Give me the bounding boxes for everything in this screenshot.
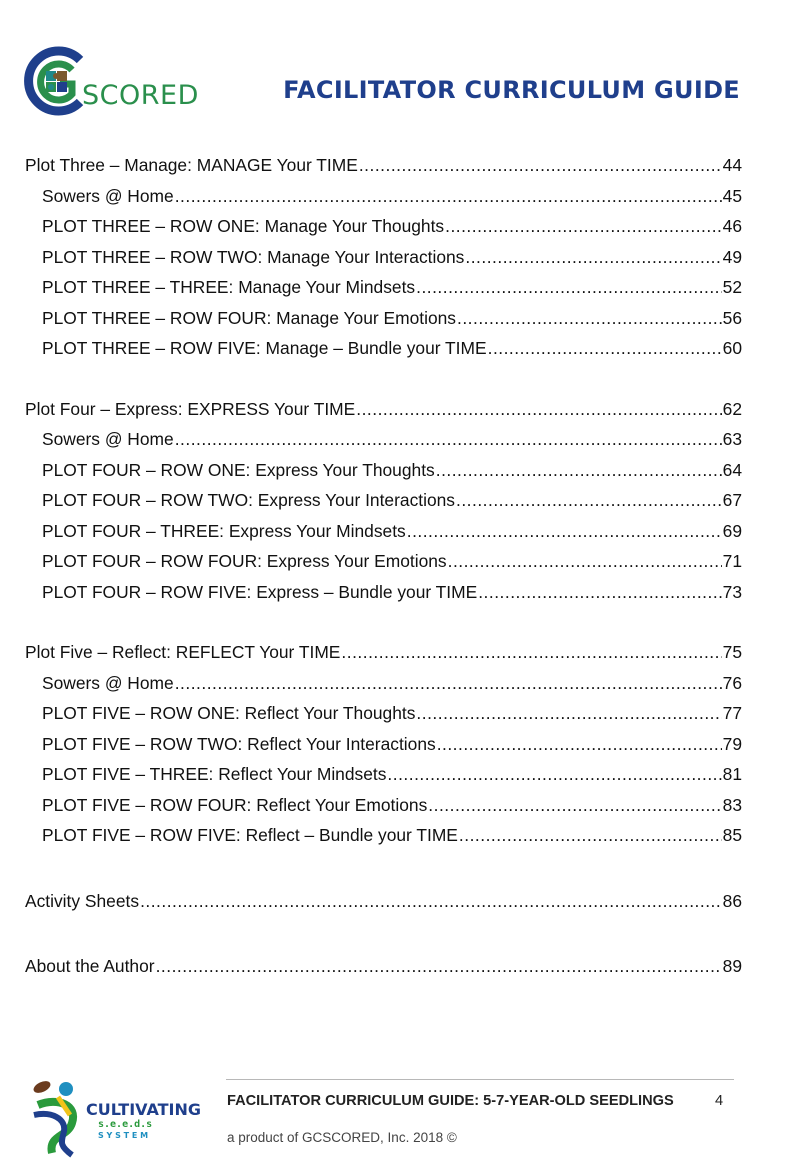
dot-leader xyxy=(341,637,721,667)
logo-text-seeds: s.e.e.d.s xyxy=(98,1119,153,1130)
toc-entry-title: PLOT FOUR – ROW FOUR: Express Your Emotions xyxy=(42,551,447,571)
page-header xyxy=(0,0,800,130)
footer-divider xyxy=(226,1079,734,1080)
toc-entry[interactable] xyxy=(25,698,742,729)
toc-entry[interactable] xyxy=(25,303,742,334)
toc-entry-title: PLOT THREE – ROW TWO: Manage Your Interactions xyxy=(42,246,465,267)
toc-entry-title: PLOT THREE – ROW FOUR: Manage Your Emotions xyxy=(42,307,456,328)
logo-text-cultivating: CULTIVATING xyxy=(86,1100,201,1119)
dot-leader xyxy=(457,303,722,333)
dot-leader xyxy=(140,886,722,916)
gc-puzzle-logo-icon xyxy=(20,44,90,119)
dot-leader xyxy=(356,394,721,424)
toc-entry[interactable] xyxy=(25,455,742,486)
toc-entry[interactable] xyxy=(25,211,742,242)
footer-title: FACILITATOR CURRICULUM GUIDE: 5-7-YEAR-OLD SEEDLINGS xyxy=(227,1093,674,1109)
toc-entry[interactable] xyxy=(25,759,742,790)
toc-entry[interactable] xyxy=(25,181,742,212)
dot-leader xyxy=(387,759,721,789)
toc-page-number: 46 xyxy=(722,216,742,236)
dot-leader xyxy=(465,242,721,272)
toc-entry-title: PLOT FIVE – ROW FOUR: Reflect Your Emotions xyxy=(42,794,428,815)
toc-page-number: 69 xyxy=(722,520,742,541)
page-number: 4 xyxy=(715,1093,724,1109)
toc-page-number: 77 xyxy=(722,703,742,723)
toc-entry[interactable] xyxy=(25,577,742,608)
toc-page-number: 62 xyxy=(722,398,742,419)
toc-page-number: 56 xyxy=(722,307,742,328)
toc-entry-title: Sowers @ Home xyxy=(42,185,174,206)
toc-page-number: 71 xyxy=(722,551,742,571)
toc-page-number: 83 xyxy=(722,794,742,815)
logo-wordmark: SCORED xyxy=(82,80,199,111)
toc-page-number: 63 xyxy=(722,429,742,449)
toc-entry-title: PLOT FOUR – ROW ONE: Express Your Thoughts xyxy=(42,459,435,480)
toc-section-heading[interactable] xyxy=(25,394,742,425)
dot-leader xyxy=(478,577,721,607)
gcscored-logo xyxy=(20,44,220,119)
dot-leader xyxy=(428,790,721,820)
toc-entry-title: Plot Five – Reflect: REFLECT Your TIME xyxy=(25,642,341,662)
logo-text-system: S Y S T E M xyxy=(98,1131,149,1140)
dot-leader xyxy=(416,698,721,728)
toc-entry-title: PLOT THREE – ROW ONE: Manage Your Thoughts xyxy=(42,216,445,236)
dot-leader xyxy=(488,333,722,363)
toc-entry[interactable] xyxy=(25,485,742,516)
toc-entry-title: PLOT FIVE – THREE: Reflect Your Mindsets xyxy=(42,764,387,784)
toc-page-number: 76 xyxy=(722,672,742,693)
dot-leader xyxy=(175,181,722,211)
footer-copyright: a product of GCSCORED, Inc. 2018 © xyxy=(227,1130,457,1145)
toc-entry[interactable] xyxy=(25,790,742,821)
dot-leader xyxy=(456,485,722,515)
toc-entry[interactable] xyxy=(25,333,742,364)
toc-page-number: 79 xyxy=(722,733,742,754)
toc-section-heading[interactable] xyxy=(25,637,742,668)
toc-page-number: 86 xyxy=(722,890,742,911)
toc-entry-title: PLOT FIVE – ROW ONE: Reflect Your Thoughts xyxy=(42,703,416,723)
toc-page-number: 44 xyxy=(722,155,742,175)
dot-leader xyxy=(416,272,722,302)
dot-leader xyxy=(156,951,722,981)
cultivating-seeds-logo xyxy=(28,1075,203,1160)
toc-entry[interactable] xyxy=(25,820,742,851)
toc-section-plot-three xyxy=(25,150,742,364)
toc-entry-title: PLOT FIVE – ROW FIVE: Reflect – Bundle your TIME xyxy=(42,825,458,845)
toc-entry-title: Sowers @ Home xyxy=(42,429,174,449)
toc-page-number: 60 xyxy=(722,338,742,358)
toc-entry-title: Sowers @ Home xyxy=(42,672,174,693)
toc-entry-title: PLOT FOUR – THREE: Express Your Mindsets xyxy=(42,520,406,541)
toc-about-author[interactable] xyxy=(25,951,742,982)
toc-section-plot-five xyxy=(25,637,742,851)
toc-entry-title: PLOT THREE – THREE: Manage Your Mindsets xyxy=(42,277,416,297)
toc-entry[interactable] xyxy=(25,729,742,760)
toc-entry[interactable] xyxy=(25,546,742,577)
toc-entry[interactable] xyxy=(25,272,742,303)
toc-section-heading[interactable] xyxy=(25,150,742,181)
dot-leader xyxy=(175,424,722,454)
toc-entry-title: Activity Sheets xyxy=(25,890,140,911)
dot-leader xyxy=(459,820,722,850)
toc-entry[interactable] xyxy=(25,242,742,273)
toc-entry-title: Plot Three – Manage: MANAGE Your TIME xyxy=(25,155,358,175)
dot-leader xyxy=(407,516,722,546)
table-of-contents xyxy=(25,150,742,982)
toc-section-plot-four xyxy=(25,394,742,608)
section-spacer xyxy=(25,364,742,394)
dot-leader xyxy=(448,546,722,576)
document-title: FACILITATOR CURRICULUM GUIDE xyxy=(283,76,740,104)
toc-entry[interactable] xyxy=(25,516,742,547)
toc-entry-title: PLOT FOUR – ROW FIVE: Express – Bundle your TIME xyxy=(42,581,478,602)
toc-entry-title: PLOT FOUR – ROW TWO: Express Your Interactions xyxy=(42,490,455,510)
toc-entry-title: PLOT THREE – ROW FIVE: Manage – Bundle your TIME xyxy=(42,338,487,358)
toc-activity-sheets[interactable] xyxy=(25,886,742,917)
dot-leader xyxy=(175,668,722,698)
toc-entry-title: About the Author xyxy=(25,956,155,976)
dot-leader xyxy=(437,729,722,759)
toc-page-number: 81 xyxy=(722,764,742,784)
toc-entry-title: PLOT FIVE – ROW TWO: Reflect Your Interactions xyxy=(42,733,436,754)
toc-page-number: 64 xyxy=(722,459,742,480)
section-spacer xyxy=(25,916,742,951)
dot-leader xyxy=(359,150,722,180)
dot-leader xyxy=(436,455,722,485)
toc-page-number: 85 xyxy=(722,825,742,845)
dot-leader xyxy=(445,211,722,241)
toc-page-number: 45 xyxy=(722,185,742,206)
toc-entry[interactable] xyxy=(25,668,742,699)
toc-page-number: 73 xyxy=(722,581,742,602)
toc-page-number: 49 xyxy=(722,246,742,267)
toc-page-number: 52 xyxy=(722,277,742,297)
cultivating-seeds-logo-icon xyxy=(28,1075,203,1160)
toc-page-number: 67 xyxy=(722,490,742,510)
toc-entry[interactable] xyxy=(25,424,742,455)
toc-page-number: 75 xyxy=(722,642,742,662)
section-spacer xyxy=(25,607,742,637)
toc-entry-title: Plot Four – Express: EXPRESS Your TIME xyxy=(25,398,356,419)
section-spacer xyxy=(25,851,742,886)
toc-page-number: 89 xyxy=(722,956,742,976)
